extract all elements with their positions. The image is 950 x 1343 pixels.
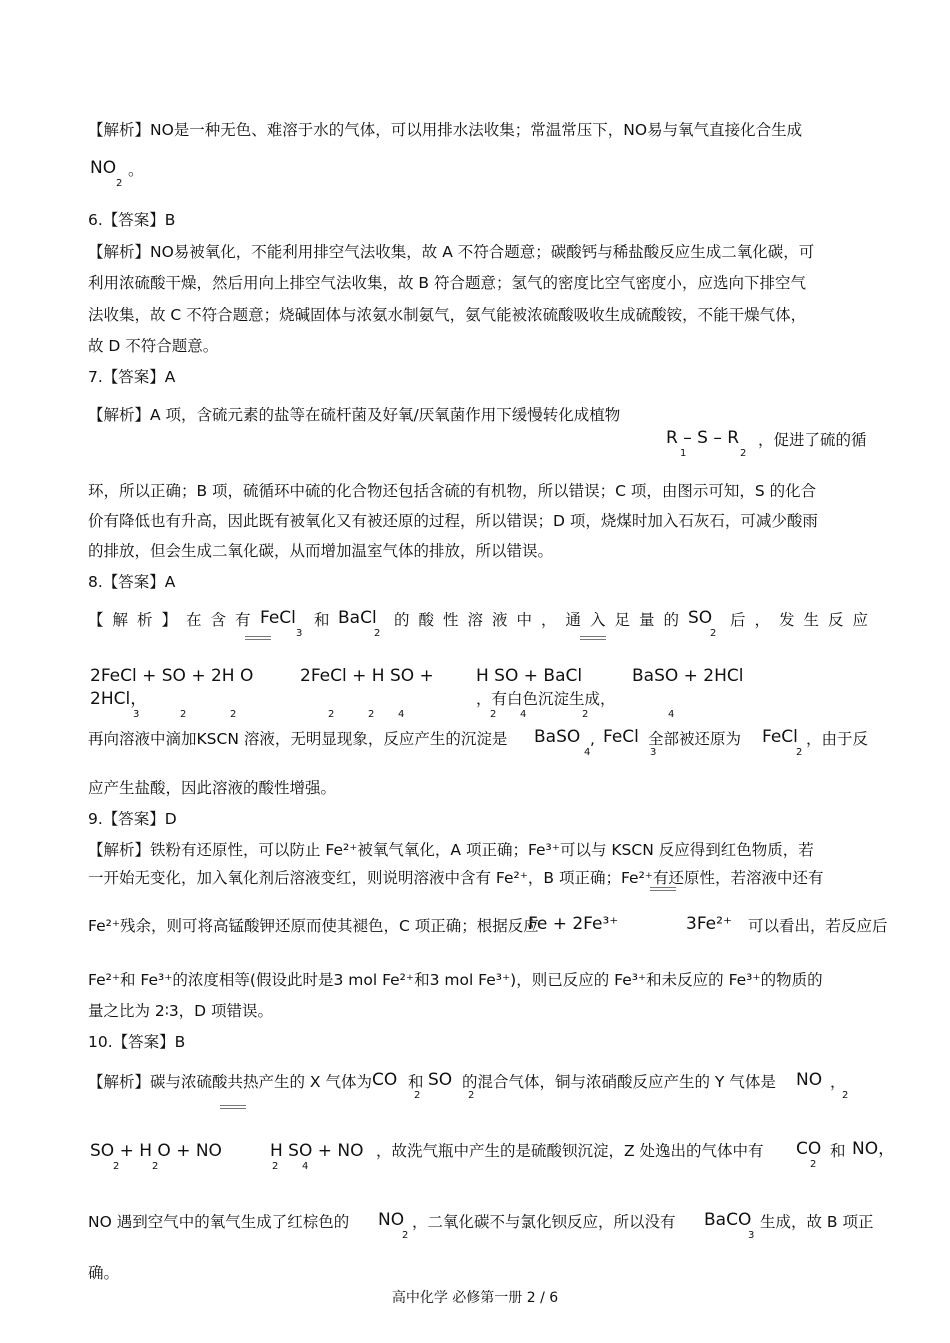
q8-equation-1: 2FeCl + SO + 2H O xyxy=(90,666,254,686)
q6-analysis-line-4: 故 D 不符合题意。 xyxy=(88,337,219,355)
q9-analysis-line-3-end: 可以看出，若反应后 xyxy=(748,917,888,935)
q10-and: 和 xyxy=(408,1073,424,1091)
page-footer: 高中化学 必修第一册 2 / 6 xyxy=(391,1290,559,1306)
q10-co2-b-sub: 2 xyxy=(810,1159,817,1170)
q8-fecl3-b: FeCl xyxy=(603,727,639,747)
q10-analysis-line-3-mid: ，二氧化碳不与氯化钡反应，所以没有 xyxy=(412,1213,676,1231)
q8-answer-heading: 8.【答案】A xyxy=(88,573,176,591)
q9-analysis-line-1: 【解析】铁粉有还原性，可以防止 Fe²⁺被氧气氧化，A 项正确；Fe³⁺可以与 KSCN 反应得到红色物质，若 xyxy=(88,841,814,859)
q10-analysis-mid: 的混合气体，铜与浓硝酸反应产生的 Y 气体是 xyxy=(462,1073,776,1091)
q10-sub: 4 xyxy=(302,1161,309,1172)
q8-bacl2-sub: 2 xyxy=(374,628,381,639)
q8-baso4: BaSO xyxy=(534,727,581,747)
q10-so2: SO xyxy=(428,1070,453,1090)
q8-baso4-sub: 4 xyxy=(584,747,591,758)
q8-so2: SO xyxy=(688,608,713,628)
q8-equals-sign-1 xyxy=(245,636,271,637)
q8-equals-sign-2 xyxy=(580,636,606,637)
q8-white-precipitate: ，有白色沉淀生成， xyxy=(476,690,616,708)
q7-answer-heading: 7.【答案】A xyxy=(88,368,176,386)
q8-sub: 3 xyxy=(133,709,140,720)
q10-no2-c-sub: 2 xyxy=(402,1230,409,1241)
q7-analysis-line-3: 价有降低也有升高，因此既有被氧化又有被还原的过程，所以错误；D 项，烧煤时加入石灰石，可减少酸雨 xyxy=(88,512,818,530)
q10-equals-sign xyxy=(220,1105,246,1106)
q9-analysis-line-5: 量之比为 2∶3，D 项错误。 xyxy=(88,1002,274,1020)
q10-no2-c: NO xyxy=(378,1210,405,1230)
q8-sub: 2 xyxy=(328,709,335,720)
q10-no2: NO xyxy=(796,1070,823,1090)
q5-formula-no2: NO xyxy=(90,158,117,178)
q8-sub: 2 xyxy=(582,709,589,720)
q8-fecl2: FeCl xyxy=(762,727,798,747)
q7-analysis-line-4: 的排放，但会生成二氧化碳，从而增加温室气体的排放，所以错误。 xyxy=(88,542,554,560)
q8-equation-2: 2FeCl + H SO + xyxy=(300,666,434,686)
q8-fecl3: FeCl xyxy=(260,608,296,628)
q6-analysis-line-2: 利用浓硫酸干燥，然后用向上排空气法收集，故 B 符合题意；氢气的密度比空气密度小，应选向下排空气 xyxy=(88,274,806,292)
q9-reaction-left: Fe + 2Fe³⁺ xyxy=(528,914,619,934)
q10-analysis-line-2: ，故洗气瓶中产生的是硫酸钡沉淀，Z 处逸出的气体中有 xyxy=(376,1142,764,1160)
q8-analysis-end: 后，发生反应 xyxy=(730,611,878,629)
q8-equation-3: H SO + BaCl xyxy=(476,666,583,686)
q10-sub: 2 xyxy=(272,1161,279,1172)
q10-baco3-sub: 3 xyxy=(748,1230,755,1241)
q8-fecl3-b-sub: 3 xyxy=(650,747,657,758)
q10-answer-heading: 10.【答案】B xyxy=(88,1033,186,1051)
q8-sub: 2 xyxy=(180,709,187,720)
q9-analysis-line-3: Fe²⁺残余，则可将高锰酸钾还原而使其褪色，C 项正确；根据反应 xyxy=(88,917,539,935)
q6-analysis-line-1: 【解析】NO易被氧化，不能利用排空气法收集，故 A 不符合题意；碳酸钙与稀盐酸反应生成二氧化碳，可 xyxy=(88,243,815,261)
q5-analysis-line-1: 【解析】NO是一种无色、难溶于水的气体，可以用排水法收集；常温常压下，NO易与氧气直接化合生成 xyxy=(88,121,803,139)
q9-equals-sign-1 xyxy=(650,887,676,888)
q10-co2-b: CO xyxy=(796,1139,822,1159)
q8-so2-sub: 2 xyxy=(710,628,717,639)
q8-analysis-start: 【解析】在含有 xyxy=(88,611,260,629)
q10-equation-left: SO + H O + NO xyxy=(90,1141,222,1161)
q10-co2: CO xyxy=(372,1070,398,1090)
q7-sub-1: 1 xyxy=(680,448,687,459)
q8-fecl2-sub: 2 xyxy=(796,747,803,758)
q10-no-b: NO， xyxy=(852,1139,896,1159)
q7-sub-2: 2 xyxy=(740,448,747,459)
q8-fully-reduced: 全部被还原为 xyxy=(648,730,742,748)
q8-analysis-line-3-end: ，由于反 xyxy=(806,730,869,748)
q10-analysis-line-3-end: 生成，故 B 项正 xyxy=(760,1213,874,1231)
q8-sub: 2 xyxy=(230,709,237,720)
q7-formula-r-s-r: R – S – R xyxy=(666,428,740,448)
q10-sub: 2 xyxy=(152,1161,159,1172)
q8-fecl3-sub: 3 xyxy=(296,628,303,639)
q6-analysis-line-3: 法收集，故 C 不符合题意；烧碱固体与浓氨水制氨气，氨气能被浓硫酸吸收生成硫酸铵，不能干燥气体， xyxy=(88,306,807,324)
q9-analysis-line-2: 一开始无变化，加入氧化剂后溶液变红，则说明溶液中含有 Fe²⁺，B 项正确；Fe²⁺有还原性，若溶液中还有 xyxy=(88,869,824,887)
q10-analysis-line-4: 确。 xyxy=(88,1264,120,1282)
q8-sub: 4 xyxy=(668,709,675,720)
q10-comma: ， xyxy=(830,1073,846,1091)
q5-formula-sub: 2 xyxy=(116,178,123,189)
q8-analysis-line-3: 再向溶液中滴加KSCN 溶液，无明显现象，反应产生的沉淀是 xyxy=(88,730,508,748)
q10-analysis-line-3: NO 遇到空气中的氧气生成了红棕色的 xyxy=(88,1213,350,1231)
q6-answer-heading: 6.【答案】B xyxy=(88,211,176,229)
q10-sub: 2 xyxy=(113,1161,120,1172)
q8-hcl: 2HCl， xyxy=(90,689,148,709)
q9-reaction-right: 3Fe²⁺ xyxy=(686,914,732,934)
q8-analysis-line-4: 应产生盐酸，因此溶液的酸性增强。 xyxy=(88,779,337,797)
q10-equation-right: H SO + NO xyxy=(270,1141,364,1161)
q9-analysis-line-4: Fe²⁺和 Fe³⁺的浓度相等(假设此时是3 mol Fe²⁺和3 mol Fe³⁺)，则已反应的 Fe³⁺和未反应的 Fe³⁺的物质的 xyxy=(88,971,823,989)
q10-co2-sub: 2 xyxy=(414,1090,421,1101)
q7-analysis-line-1-end: ，促进了硫的循 xyxy=(758,431,867,449)
q8-and: 和 xyxy=(314,611,330,629)
q10-no2-sub: 2 xyxy=(842,1090,849,1101)
q10-analysis-start: 【解析】碳与浓硫酸共热产生的 X 气体为 xyxy=(88,1073,372,1091)
q10-baco3: BaCO xyxy=(704,1210,752,1230)
q8-equation-4: BaSO + 2HCl xyxy=(632,666,744,686)
q7-analysis-line-1: 【解析】A 项，含硫元素的盐等在硫杆菌及好氧/厌氧菌作用下缓慢转化成植物 xyxy=(88,406,621,424)
q8-sub: 2 xyxy=(490,709,497,720)
q7-analysis-line-2: 环，所以正确；B 项，硫循环中硫的化合物还包括含硫的有机物，所以错误；C 项，由图示可知，S 的化合 xyxy=(88,482,817,500)
q8-sub: 4 xyxy=(520,709,527,720)
q8-sub: 2 xyxy=(368,709,375,720)
q8-sub: 4 xyxy=(398,709,405,720)
q10-and-b: 和 xyxy=(830,1142,846,1160)
q8-bacl2: BaCl xyxy=(338,608,377,628)
q10-so2-sub: 2 xyxy=(468,1090,475,1101)
q5-period: 。 xyxy=(128,161,144,179)
q9-answer-heading: 9.【答案】D xyxy=(88,810,177,828)
q8-analysis-mid: 的酸性溶液中，通入足量的 xyxy=(394,611,689,629)
